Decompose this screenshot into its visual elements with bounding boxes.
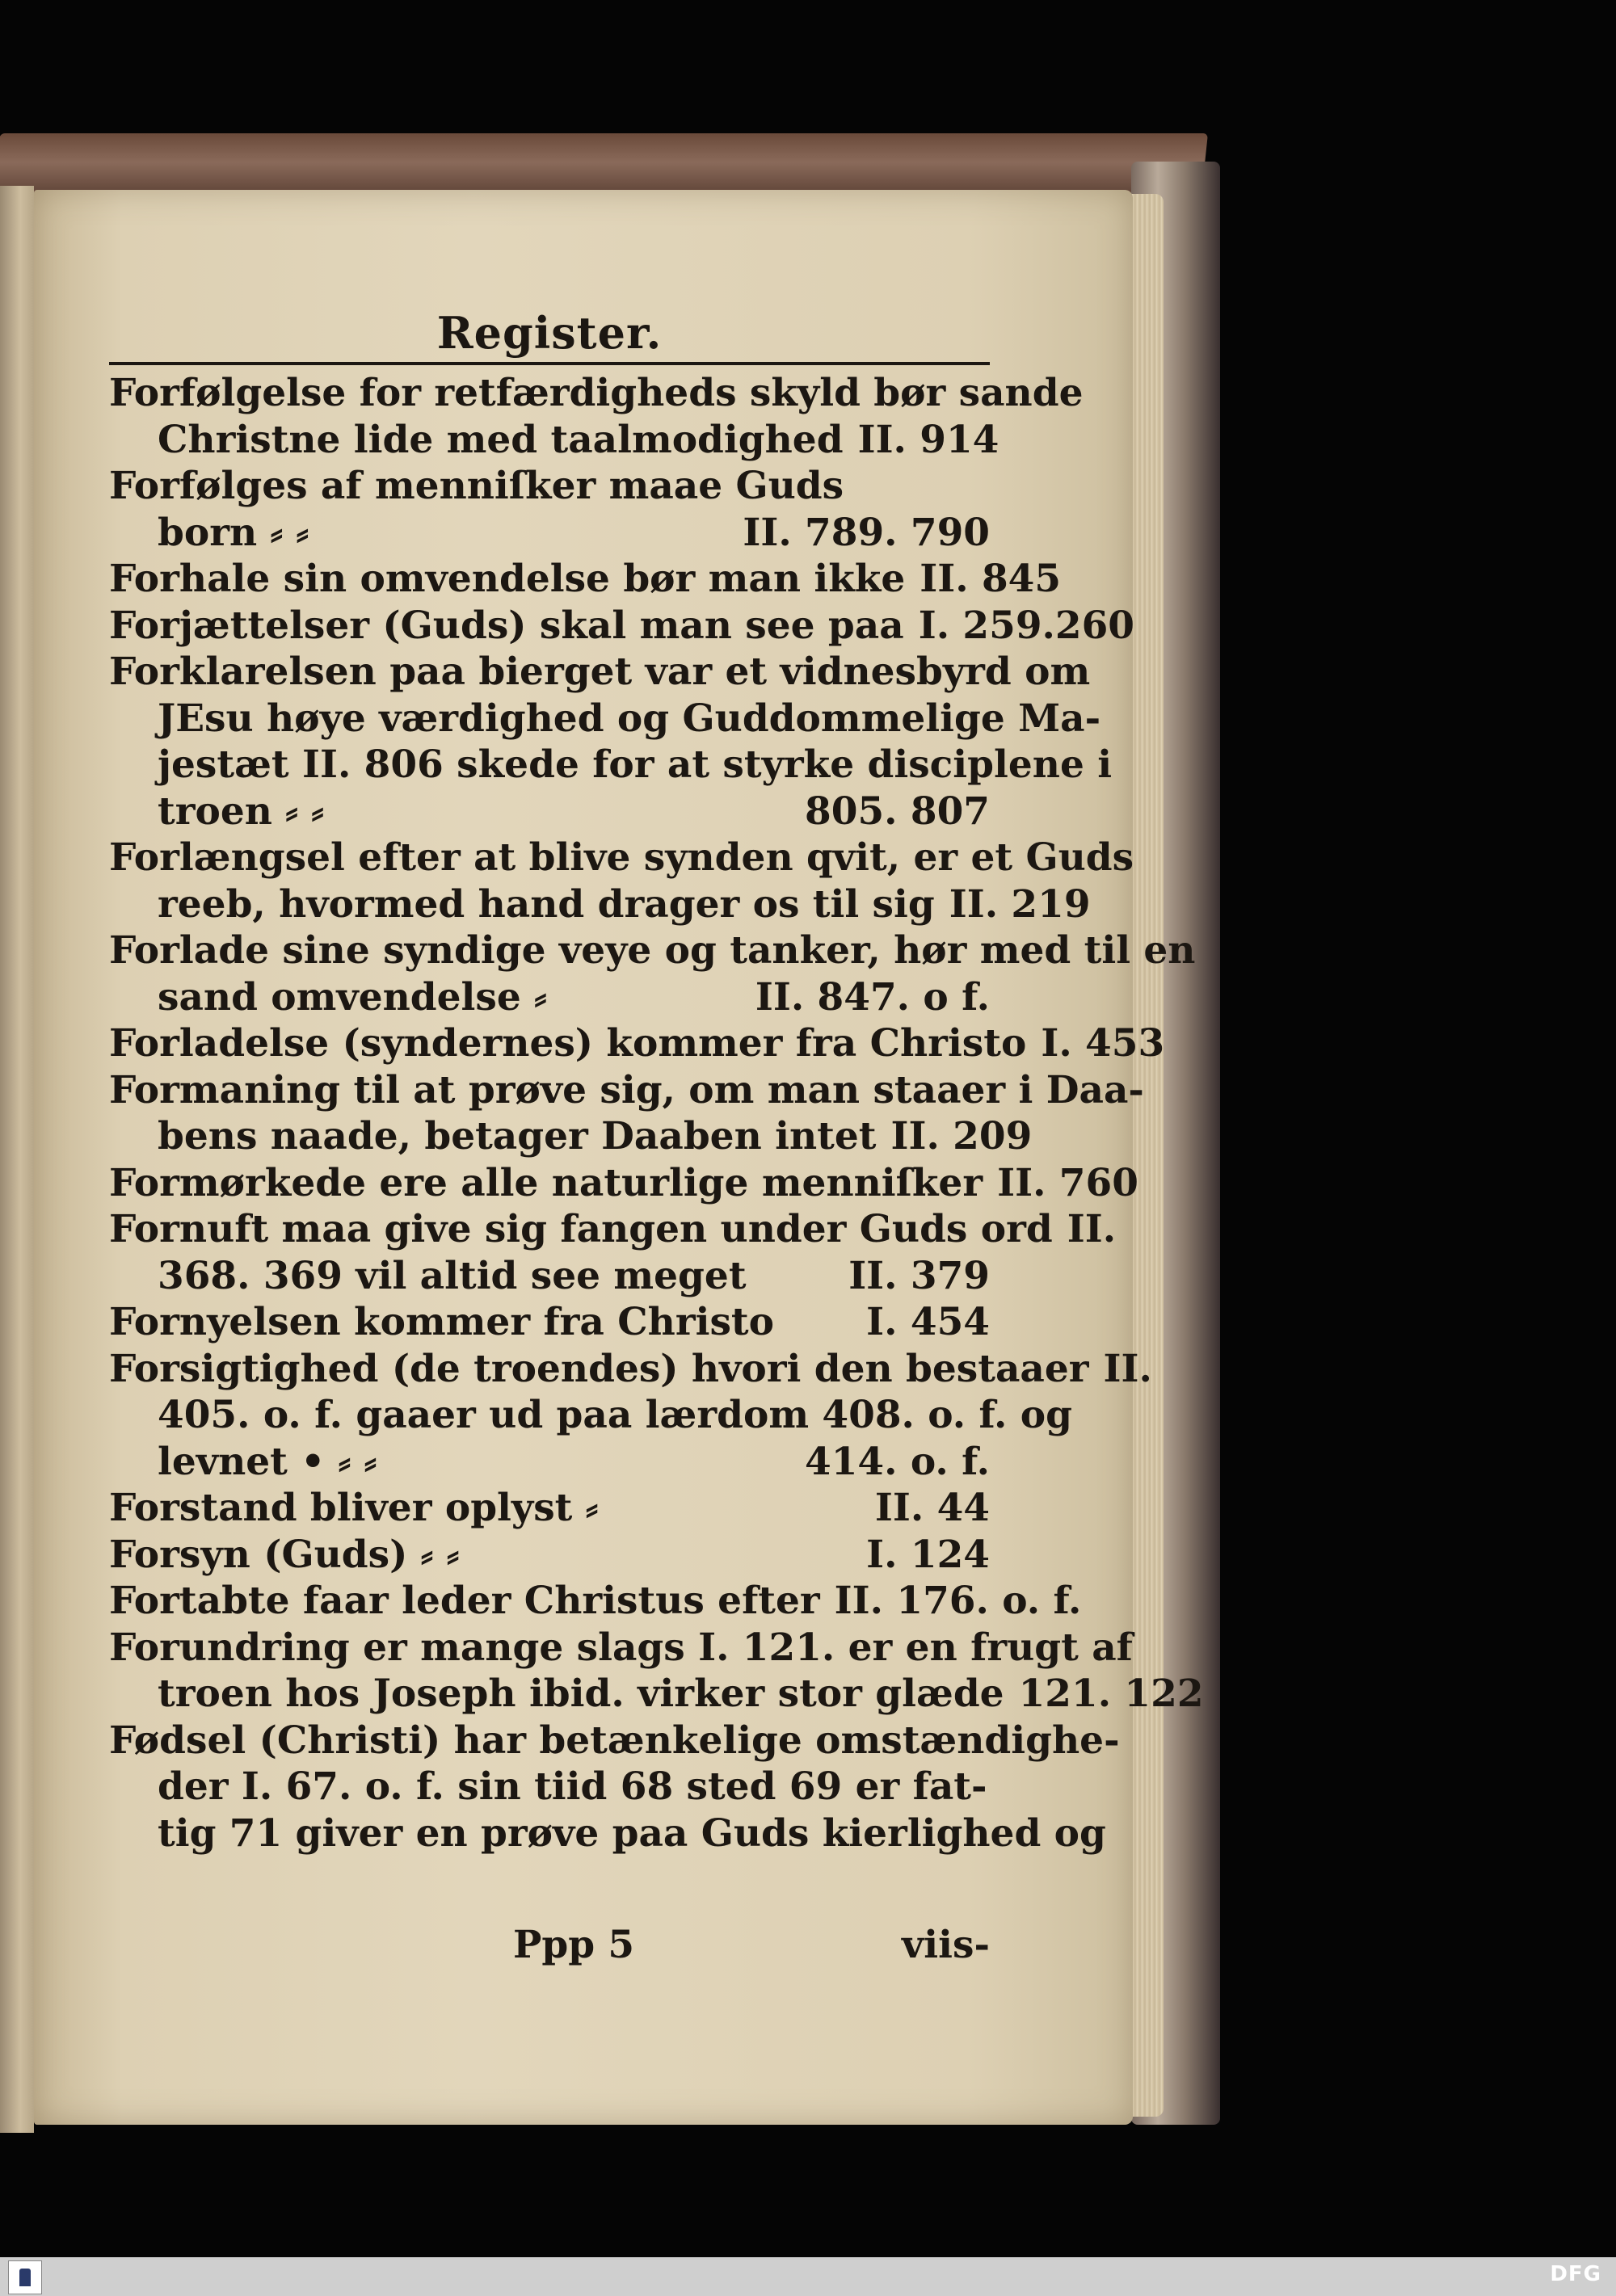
entry-line [109,1764,990,1810]
viewer-footer-bar [0,2257,1616,2296]
entry-line [109,1160,1138,1207]
register-entry [109,1346,1152,1486]
left-page-edge [0,186,34,2133]
entry-line [109,510,990,557]
entry-reference: II. 847. o f. [755,974,990,1020]
library-logo-icon [8,2260,42,2294]
entry-line [109,1346,1152,1393]
register-entry [109,1067,1144,1160]
entry-reference: II. 219 [949,881,1091,927]
entry-text: Forundring er mange slags I. 121. er en frugt af [109,1625,1133,1670]
entry-line [109,1810,1106,1857]
entry-text: troen ⸗ ⸗ [158,788,324,834]
entry-text: Forlængsel efter at blive synden qvit, er et Guds [109,835,1134,880]
entry-text: Forjættelser (Guds) skal man see paa [109,603,904,648]
entry-text: born ⸗ ⸗ [158,510,309,555]
page-footer [109,1923,990,1971]
entry-line [109,649,1091,696]
register-entry [109,1299,990,1346]
entry-text: Forfølges af menniſker maae Guds [109,464,844,508]
register-entry [109,1160,1138,1207]
register-entry [109,927,1196,1020]
page-header: Register. [436,307,663,359]
entry-line [109,1625,1133,1672]
entry-line [109,1392,1072,1439]
entry-line [109,1718,1120,1764]
entry-reference: I. 454 [866,1300,990,1344]
entry-line [109,556,1062,603]
entry-text: Forstand bliver oplyst ⸗ [109,1486,599,1530]
entry-reference: II. 44 [874,1486,990,1530]
entry-text: reeb, hvormed hand drager os til sig [158,881,935,927]
entry-text: sand omvendelse ⸗ [158,974,547,1020]
entry-text: Forsigtighed (de troendes) hvori den bestaaer [109,1346,1089,1391]
register-entry [109,1578,1082,1625]
entry-line [109,603,1134,650]
entry-line [109,463,990,510]
register-text-block [109,307,1204,1857]
entry-line [109,1671,1204,1718]
entry-text: 405. o. f. gaaer ud paa lærdom 408. o. f. og [158,1393,1072,1437]
register-entry [109,1625,1204,1718]
entry-line [109,1113,1033,1160]
entry-reference: I. 259.260 [918,603,1134,648]
entry-reference: II. [1067,1207,1117,1251]
entry-line [109,1206,1117,1253]
entry-reference: II. 789. 790 [743,510,990,555]
entry-line [109,370,1084,417]
book-cover-top [0,133,1208,198]
entry-text: Fødsel (Christi) har betænkelige omstændighe- [109,1718,1120,1763]
register-entry [109,1718,1120,1857]
entry-text: Christne lide med taalmodighed [158,417,844,462]
entry-line [109,1439,990,1486]
entry-line [109,1253,990,1300]
entry-text: Forlade sine syndige veye og tanker, hør med til en [109,928,1196,973]
entry-text: jestæt II. 806 skede for at styrke disciplene i [158,742,1113,787]
entry-text: bens naade, betager Daaben intet [158,1114,877,1159]
register-entry [109,1206,1117,1299]
entry-reference: II. [1103,1346,1152,1391]
entry-text: Fornyelsen kommer fra Christo [109,1300,774,1344]
entry-reference: 414. o. f. [805,1439,990,1484]
entry-line [109,696,1101,742]
entry-reference: 121. 122 [1018,1672,1204,1716]
entry-text: Formaning til at prøve sig, om man staaer i Daa- [109,1067,1144,1112]
entry-line [109,1485,990,1532]
entry-line [109,927,1196,974]
entry-text: Forladelse (syndernes) kommer fra Christo [109,1021,1027,1066]
dfg-logo: DFG [1550,2262,1601,2286]
entry-line [109,1578,1082,1625]
header-rule [109,362,990,365]
catchword: viis- [902,1923,990,1967]
entry-text: Forklarelsen paa bierget var et vidnesbyrd om [109,650,1091,694]
entry-line [109,881,1091,928]
entry-text: Fornuft maa give sig fangen under Guds ord [109,1207,1053,1251]
register-entry [109,1020,1165,1067]
entry-reference: 805. 807 [805,788,990,834]
entry-reference: II. 209 [890,1114,1033,1159]
entry-line [109,742,1113,788]
register-entries [109,370,1204,1857]
register-entry [109,556,1062,603]
entry-text: Forhale sin omvendelse bør man ikke [109,557,906,601]
register-entry [109,370,1084,463]
entry-reference: II. 176. o. f. [834,1579,1082,1623]
entry-line [109,835,1134,881]
entry-line [109,417,999,464]
entry-text: levnet • ⸗ ⸗ [158,1439,377,1484]
entry-reference: II. 760 [997,1160,1138,1205]
entry-reference: I. 453 [1041,1021,1165,1066]
register-entry [109,1485,990,1532]
entry-text: troen hos Joseph ibid. virker stor glæde [158,1672,1004,1716]
entry-text: Forsyn (Guds) ⸗ ⸗ [109,1532,460,1577]
entry-text: Forfølgelse for retfærdigheds skyld bør sande [109,371,1084,415]
entry-reference: II. 379 [848,1253,990,1298]
register-entry [109,1532,990,1579]
entry-text: Formørkede ere alle naturlige menniſker [109,1160,983,1205]
entry-line [109,974,990,1021]
entry-line [109,1067,1144,1114]
register-entry [109,603,1134,650]
entry-text: 368. 369 vil altid see meget [158,1253,747,1298]
entry-line [109,1020,1165,1067]
entry-reference: II. 845 [920,557,1062,601]
register-entry [109,835,1134,927]
register-entry [109,463,990,556]
entry-line [109,1532,990,1579]
entry-text: Fortabte faar leder Christus efter [109,1579,820,1623]
signature-mark: Ppp 5 [513,1923,635,1967]
entry-text: JEsu høye værdighed og Guddommelige Ma- [158,696,1101,741]
entry-text: der I. 67. o. f. sin tiid 68 sted 69 er fat- [158,1764,987,1809]
entry-line [109,1299,990,1346]
register-entry [109,649,1113,835]
entry-reference: I. 124 [866,1532,990,1577]
entry-reference: II. 914 [857,417,999,462]
entry-text: tig 71 giver en prøve paa Guds kierlighed og [158,1810,1106,1856]
entry-line [109,788,990,835]
